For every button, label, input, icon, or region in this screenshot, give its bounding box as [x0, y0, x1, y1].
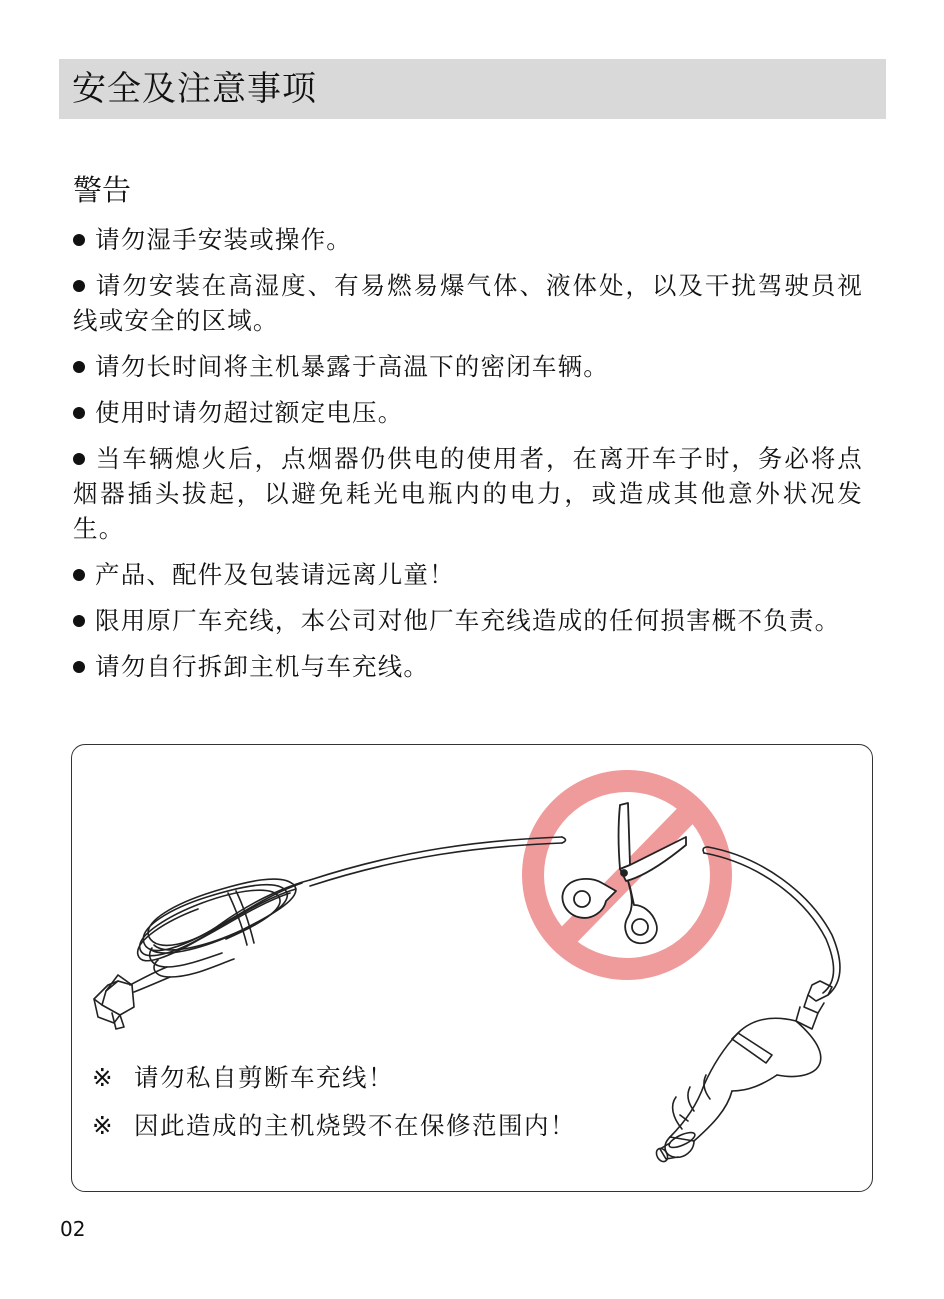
page-number: 02: [60, 1217, 86, 1241]
reference-mark: ※: [92, 1111, 115, 1140]
list-item: 请勿长时间将主机暴露于高温下的密闭车辆。: [73, 349, 863, 384]
warning-heading: 警告: [73, 173, 132, 207]
list-item: 请勿湿手安装或操作。: [73, 222, 863, 257]
bullet-icon: [73, 569, 85, 581]
reference-mark: ※: [92, 1063, 115, 1092]
list-item: 请勿自行拆卸主机与车充线。: [73, 649, 863, 684]
bullet-icon: [73, 234, 85, 246]
bullet-icon: [73, 280, 85, 292]
notice-line: ※ 因此造成的主机烧毁不在保修范围内！: [92, 1109, 576, 1143]
page-title: 安全及注意事项: [72, 69, 317, 109]
notice-line: ※ 请勿私自剪断车充线！: [92, 1061, 576, 1095]
notice-box: [71, 744, 873, 1192]
notice-notes: [92, 1061, 576, 1157]
list-item: 使用时请勿超过额定电压。: [73, 395, 863, 430]
warning-list: [73, 222, 863, 695]
list-item: 限用原厂车充线，本公司对他厂车充线造成的任何损害概不负责。: [73, 603, 863, 638]
bullet-icon: [73, 407, 85, 419]
bullet-icon: [73, 615, 85, 627]
list-item: 产品、配件及包装请远离儿童！: [73, 557, 863, 592]
bullet-icon: [73, 361, 85, 373]
list-item: 当车辆熄火后，点烟器仍供电的使用者，在离开车子时，务必将点烟器插头拔起，以避免耗光电瓶内的电力，或造成其他意外状况发生。: [73, 444, 863, 543]
section-header: [59, 59, 886, 119]
list-item: 请勿安装在高湿度、有易燃易爆气体、液体处，以及干扰驾驶员视线或安全的区域。: [73, 271, 863, 335]
bullet-icon: [73, 453, 85, 465]
bullet-icon: [73, 661, 85, 673]
